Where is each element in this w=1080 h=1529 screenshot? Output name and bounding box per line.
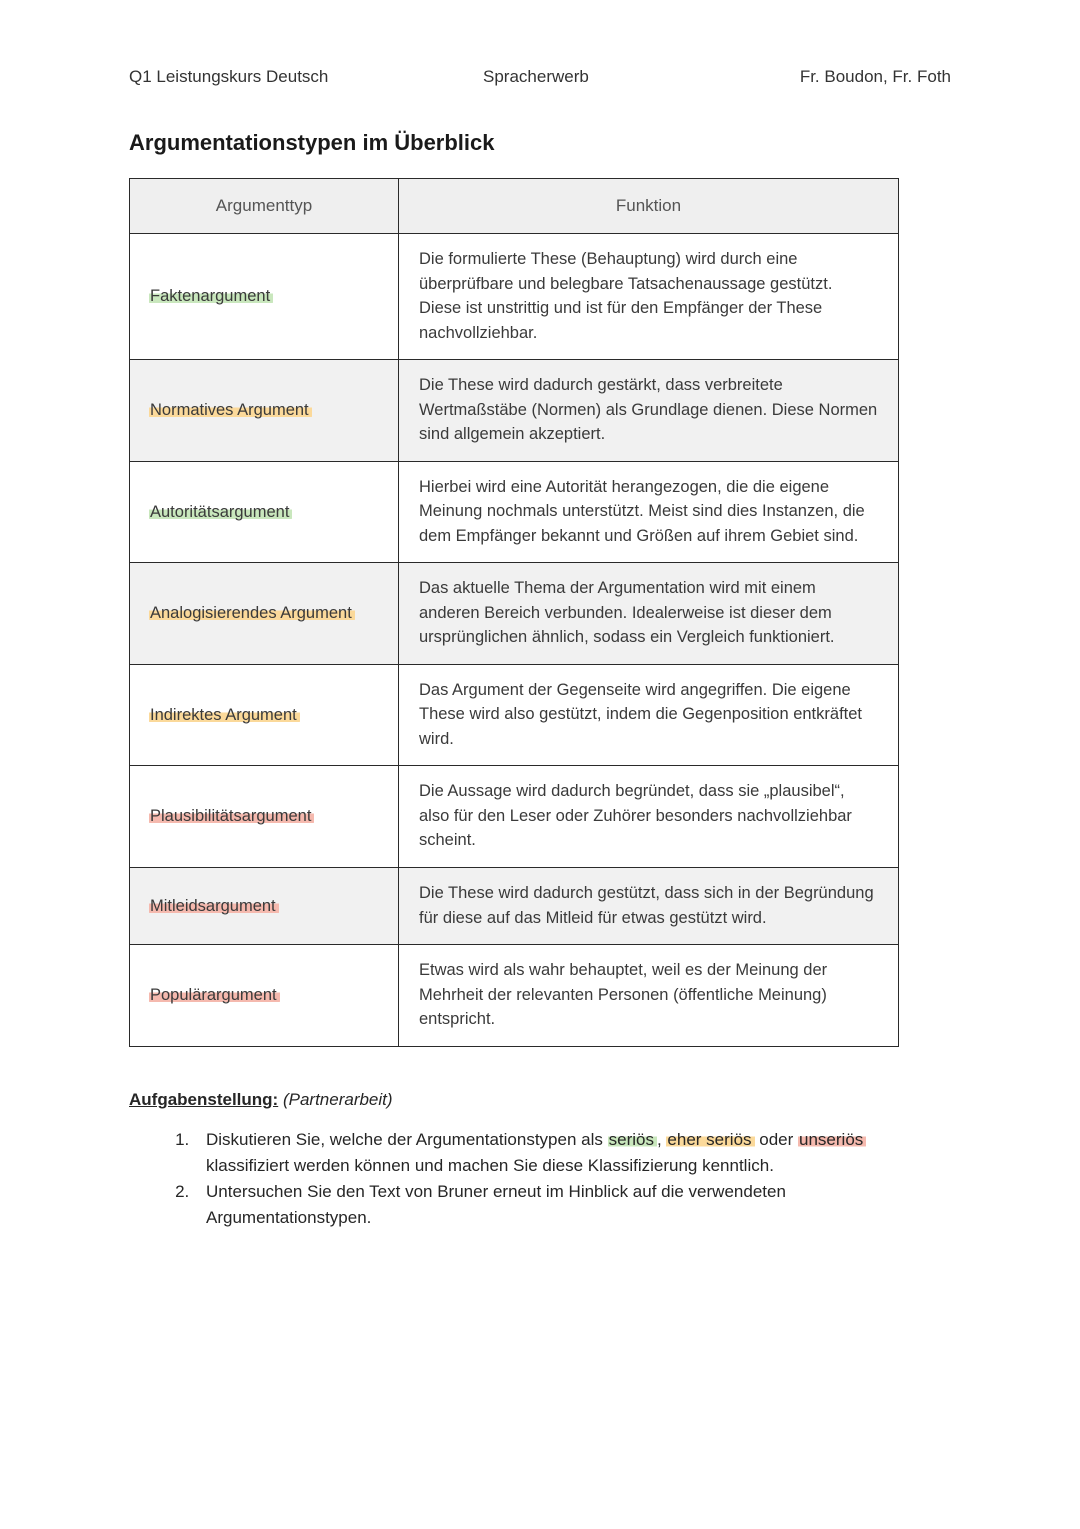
- task-section: [129, 1087, 919, 1231]
- task-item-2: 2. Untersuchen Sie den Text von Bruner erneut im Hinblick auf die verwendeten Argumentationstypen.: [194, 1179, 919, 1231]
- column-header-argumenttyp: Argumenttyp: [130, 179, 399, 234]
- argument-type-cell: [130, 766, 399, 868]
- label-serioes: seriös: [608, 1130, 657, 1149]
- argument-type-label: Plausibilitätsargument: [149, 807, 314, 825]
- argument-type-cell: [130, 462, 399, 563]
- table-row: [130, 234, 899, 360]
- argument-function-cell: Das aktuelle Thema der Argumentation wird mit einem anderen Bereich verbunden. Idealerweise ist dieser dem ursprünglichen ähnlich, sodass ein Vergleich funktioniert.: [399, 563, 899, 665]
- argument-type-label: Normatives Argument: [149, 401, 312, 419]
- header-course: Q1 Leistungskurs Deutsch: [129, 67, 329, 86]
- argument-type-cell: [130, 945, 399, 1047]
- task-heading-label: Aufgabenstellung:: [129, 1090, 279, 1109]
- label-eher-serioes: eher seriös: [666, 1130, 754, 1149]
- task-list: [129, 1127, 919, 1231]
- task-text: oder: [754, 1130, 799, 1149]
- task-heading-note: (Partnerarbeit): [282, 1090, 393, 1109]
- argument-type-label: Faktenargument: [149, 287, 273, 305]
- argument-type-label: Analogisierendes Argument: [149, 604, 355, 622]
- column-header-funktion: Funktion: [399, 179, 899, 234]
- argument-type-cell: [130, 234, 399, 360]
- argument-function-cell: Etwas wird als wahr behauptet, weil es der Meinung der Mehrheit der relevanten Personen (öffentliche Meinung) entspricht.: [399, 945, 899, 1047]
- table-row: [130, 868, 899, 945]
- page-title: Argumentationstypen im Überblick: [129, 130, 495, 155]
- header-topic: Spracherwerb: [483, 67, 589, 86]
- argument-function-cell: Die These wird dadurch gestärkt, dass verbreitete Wertmaßstäbe (Normen) als Grundlage dienen. Diese Normen sind allgemein akzeptiert.: [399, 360, 899, 462]
- task-text: ,: [656, 1130, 667, 1149]
- task-text: Diskutieren Sie, welche der Argumentationstypen als: [206, 1130, 608, 1149]
- argument-function-cell: Das Argument der Gegenseite wird angegriffen. Die eigene These wird also gestützt, indem die Gegenposition entkräftet wird.: [399, 665, 899, 766]
- argument-type-label: Mitleidsargument: [149, 897, 279, 915]
- argument-type-label: Indirektes Argument: [149, 706, 300, 724]
- header-teachers: Fr. Boudon, Fr. Foth: [799, 67, 951, 86]
- argument-function-cell: Die formulierte These (Behauptung) wird durch eine überprüfbare und belegbare Tatsachenaussage gestützt. Diese ist unstrittig und ist für den Empfänger der These nachvollziehbar.: [399, 234, 899, 360]
- task-heading: [129, 1087, 919, 1113]
- argument-type-label: Autoritätsargument: [149, 503, 292, 521]
- table-row: [130, 360, 899, 462]
- argument-function-cell: Die These wird dadurch gestützt, dass sich in der Begründung für diese auf das Mitleid für etwas gestützt wird.: [399, 868, 899, 945]
- table-header-row: [130, 179, 899, 234]
- argument-type-cell: [130, 868, 399, 945]
- argument-function-cell: Die Aussage wird dadurch begründet, dass sie „plausibel“, also für den Leser oder Zuhörer besonders nachvollziehbar scheint.: [399, 766, 899, 868]
- argument-function-cell: Hierbei wird eine Autorität herangezogen, die die eigene Meinung nochmals unterstützt. Meist sind dies Instanzen, die dem Empfänger bekannt und Größen auf ihrem Gebiet sind.: [399, 462, 899, 563]
- table-row: [130, 462, 899, 563]
- task-item-1: [194, 1127, 919, 1179]
- task-text: klassifiziert werden können und machen Sie diese Klassifizierung kenntlich.: [206, 1156, 774, 1175]
- argument-type-cell: [130, 665, 399, 766]
- argument-types-table: [129, 178, 899, 1047]
- table-row: [130, 665, 899, 766]
- page-header: [129, 67, 951, 91]
- argument-type-cell: [130, 563, 399, 665]
- argument-type-label: Populärargument: [149, 986, 280, 1004]
- table-row: [130, 563, 899, 665]
- argument-type-cell: [130, 360, 399, 462]
- table-row: [130, 945, 899, 1047]
- table-row: [130, 766, 899, 868]
- label-unserioes: unseriös: [798, 1130, 866, 1149]
